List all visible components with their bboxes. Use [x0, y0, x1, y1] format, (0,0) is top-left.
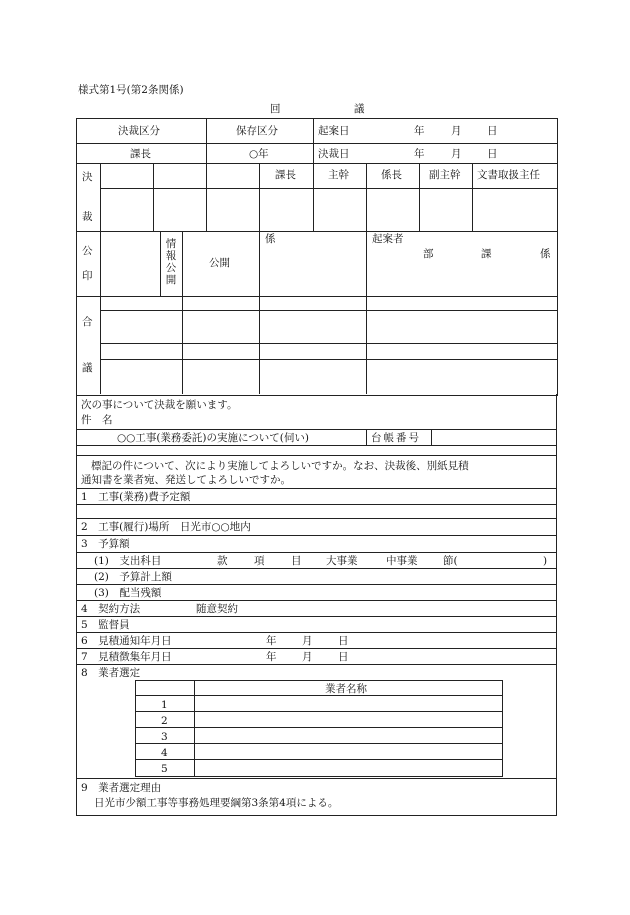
item-6-label: 6 見積通知年月日 [81, 635, 172, 647]
kianja-label: 起案者 [372, 233, 404, 245]
item-3-3-label: (3) 配当残額 [94, 587, 162, 599]
ka-label: 課 [481, 248, 492, 260]
body-text-line-2: 通知書を業者宛、発送してよろしいですか。 [81, 474, 291, 486]
item-9-value: 日光市少額工事等事務処理要綱第3条第4項による。 [94, 797, 339, 809]
kessai-kubun-label: 決裁区分 [118, 125, 160, 137]
kakari2-label: 係 [540, 248, 551, 260]
item-2-label: 2 工事(履行)場所 日光市○○地内 [81, 521, 251, 533]
koin-label-1: 公 [82, 245, 93, 257]
hozon-year-value: ○年 [249, 148, 269, 160]
body-text-line-1: 標記の件について、次により実施してよろしいですか。なお、決裁後、別紙見積 [91, 460, 469, 472]
koin-label-2: 印 [82, 270, 93, 282]
role-kacho: 課長 [275, 169, 296, 181]
item-3-1-label: (1) 支出科目 [94, 555, 162, 567]
item-3-1-setsu: 節( [443, 555, 458, 567]
item-3-1-kou: 項 [254, 555, 265, 567]
kessai-day-label: 日 [487, 148, 498, 160]
item-9-label: 9 業者選定理由 [81, 782, 162, 794]
kessai-label-1: 決 [82, 171, 93, 183]
joho-koukai-label: 情報公開 [165, 238, 177, 286]
bu-label: 部 [423, 248, 434, 260]
item-7-month: 月 [302, 651, 313, 663]
kacho-label: 課長 [130, 148, 151, 160]
item-3-1-moku: 目 [291, 555, 302, 567]
role-shukan: 主幹 [328, 169, 349, 181]
document-title: 回 議 [270, 103, 365, 115]
vendor-row-num: 1 [161, 699, 168, 711]
kian-bi-label: 起案日 [318, 125, 350, 137]
item-3-1-daijigyo: 大事業 [326, 555, 358, 567]
item-3-label: 3 予算額 [81, 538, 130, 550]
daicho-bango-label: 台帳番号 [371, 432, 421, 444]
kian-day-label: 日 [487, 125, 498, 137]
role-bunsho-shunin: 文書取扱主任 [477, 169, 540, 181]
request-text: 次の事について決裁を願います。 [81, 399, 238, 411]
kessai-month-label: 月 [451, 148, 462, 160]
vendor-row-num: 3 [161, 731, 168, 743]
vendor-row-num: 4 [161, 747, 168, 759]
item-6-year: 年 [266, 635, 277, 647]
kakari-label: 係 [265, 233, 276, 245]
vendor-table-header: 業者名称 [325, 683, 367, 695]
aigi-label-2: 議 [82, 362, 93, 374]
hozon-kubun-label: 保存区分 [236, 125, 278, 137]
kessai-label-2: 裁 [82, 211, 93, 223]
role-kakaricho: 係長 [381, 169, 402, 181]
item-3-1-chujigyo: 中事業 [386, 555, 418, 567]
item-7-day: 日 [338, 651, 349, 663]
item-3-2-label: (2) 予算計上額 [94, 571, 172, 583]
item-6-day: 日 [338, 635, 349, 647]
role-fukushukan: 副主幹 [429, 169, 461, 181]
item-4-label: 4 契約方法 [81, 603, 141, 615]
kian-month-label: 月 [451, 125, 462, 137]
item-7-year: 年 [266, 651, 277, 663]
kenmei-label: 件 名 [81, 414, 113, 426]
kessai-year-label: 年 [414, 148, 425, 160]
item-5-label: 5 監督員 [81, 619, 130, 631]
item-8-label: 8 業者選定 [81, 667, 141, 679]
form-code: 様式第1号(第2条関係) [78, 84, 184, 96]
koukai-value: 公開 [209, 257, 230, 269]
kenmei-value: ○○工事(業務委託)の実施について(伺い) [117, 432, 309, 444]
vendor-row-num: 5 [161, 763, 168, 775]
item-4-value: 随意契約 [196, 603, 238, 615]
vendor-row-num: 2 [161, 715, 168, 727]
item-3-1-close: ) [543, 555, 548, 567]
kian-year-label: 年 [414, 125, 425, 137]
item-7-label: 7 見積徴集年月日 [81, 651, 172, 663]
item-6-month: 月 [302, 635, 313, 647]
item-3-1-kan: 款 [217, 555, 228, 567]
aigi-label-1: 合 [82, 316, 93, 328]
kessai-bi-label: 決裁日 [318, 148, 350, 160]
item-1-label: 1 工事(業務)費予定額 [81, 491, 191, 503]
